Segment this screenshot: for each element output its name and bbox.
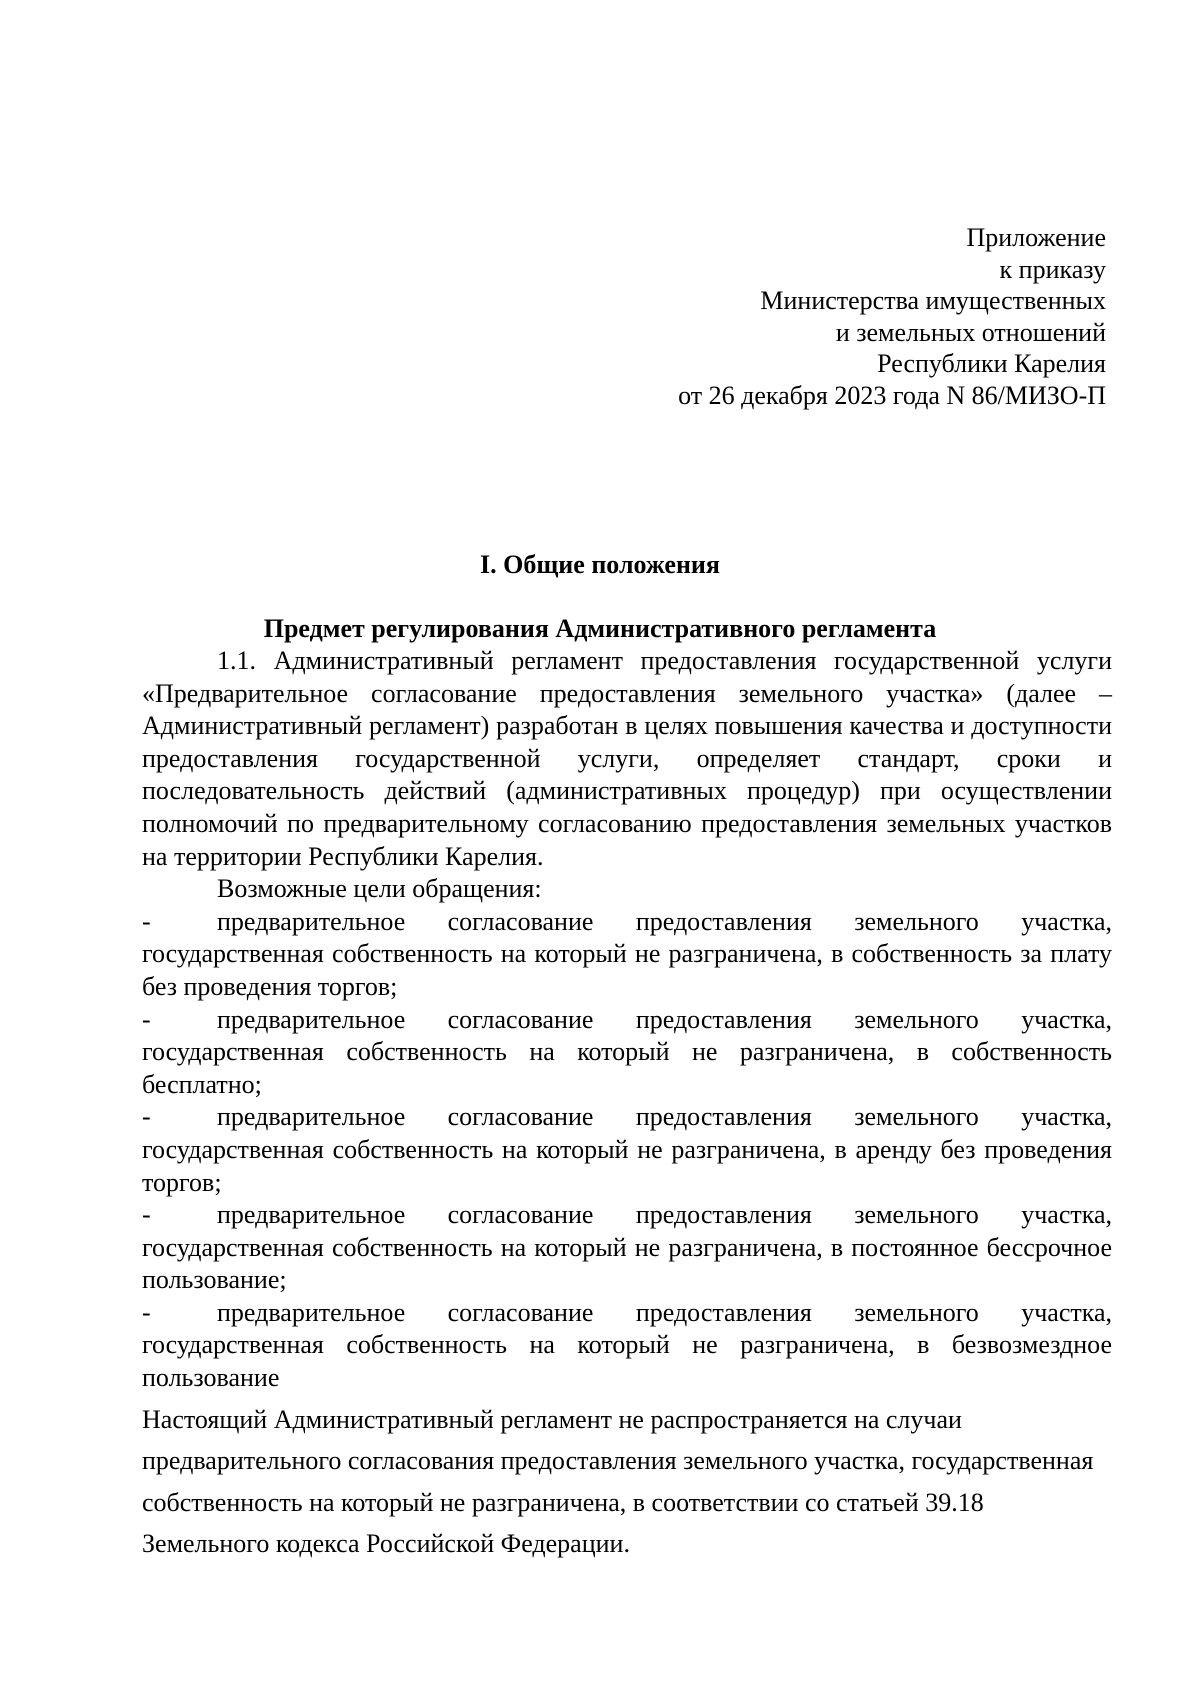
bullet-dash: - — [142, 1004, 151, 1034]
goal-list-item — [142, 1199, 1112, 1297]
goal-list-item — [142, 1004, 1112, 1102]
annex-line: Республики Карелия — [877, 349, 1106, 378]
annex-line: к приказу — [999, 254, 1106, 284]
bullet-dash: - — [142, 1102, 151, 1132]
goal-text: предварительное согласование предоставления земельного участка, государственная собственность на который не разграничена, в безвозмездное пользование — [142, 1297, 1112, 1393]
goal-list-item — [142, 1297, 1112, 1395]
annex-line: и земельных отношений — [835, 317, 1106, 347]
goal-text: предварительное согласование предоставления земельного участка, государственная собственность на который не разграничена, в собственность бесплатно; — [142, 1004, 1112, 1099]
document-body — [142, 645, 1112, 1565]
goal-text: предварительное согласование предоставления земельного участка, государственная собственность на который не разграничена, в собственность за плату без проведения торгов; — [142, 906, 1112, 1001]
goal-text: предварительное согласование предоставления земельного участка, государственная собственность на который не разграничена, в аренду без проведения торгов; — [142, 1102, 1112, 1197]
bullet-dash: - — [142, 1200, 151, 1230]
closing-paragraph: Настоящий Административный регламент не распространяется на случаи предварительного согласования предоставления земельного участка, государственная собственность на который не разграничена, в соответствии со статьей 39.18 Земельного кодекса Российской Федерации. — [142, 1404, 1094, 1559]
chapter-title: I. Общие положения — [480, 550, 720, 579]
paragraph-1-1: 1.1. Административный регламент предоставления государственной услуги «Предварительное согласование предоставления земельного участка» (далее – Административный регламент) разработан в целях повышения качества и доступности предоставления государственной услуги, определяет стандарт, сроки и последовательность действий (административных процедур) при осуществлении полномочий по предварительному согласованию предоставления земельных участков на территории Республики Карелия. — [142, 646, 1112, 871]
section-subheading: Предмет регулирования Административного регламента — [263, 614, 937, 643]
goal-list-item — [142, 1101, 1112, 1199]
goal-text: предварительное согласование предоставления земельного участка, государственная собственность на который не разграничена, в постоянное бессрочное пользование; — [142, 1200, 1112, 1295]
bullet-dash: - — [142, 906, 151, 936]
annex-line: от 26 декабря 2023 года N 86/МИЗО-П — [678, 380, 1106, 410]
bullet-dash: - — [142, 1297, 151, 1327]
annex-line: Приложение — [966, 223, 1106, 252]
goal-list-item — [142, 906, 1112, 1004]
goals-intro: Возможные цели обращения: — [217, 874, 542, 904]
annex-header — [678, 222, 1106, 411]
annex-line: Министерства имущественных — [760, 286, 1106, 315]
